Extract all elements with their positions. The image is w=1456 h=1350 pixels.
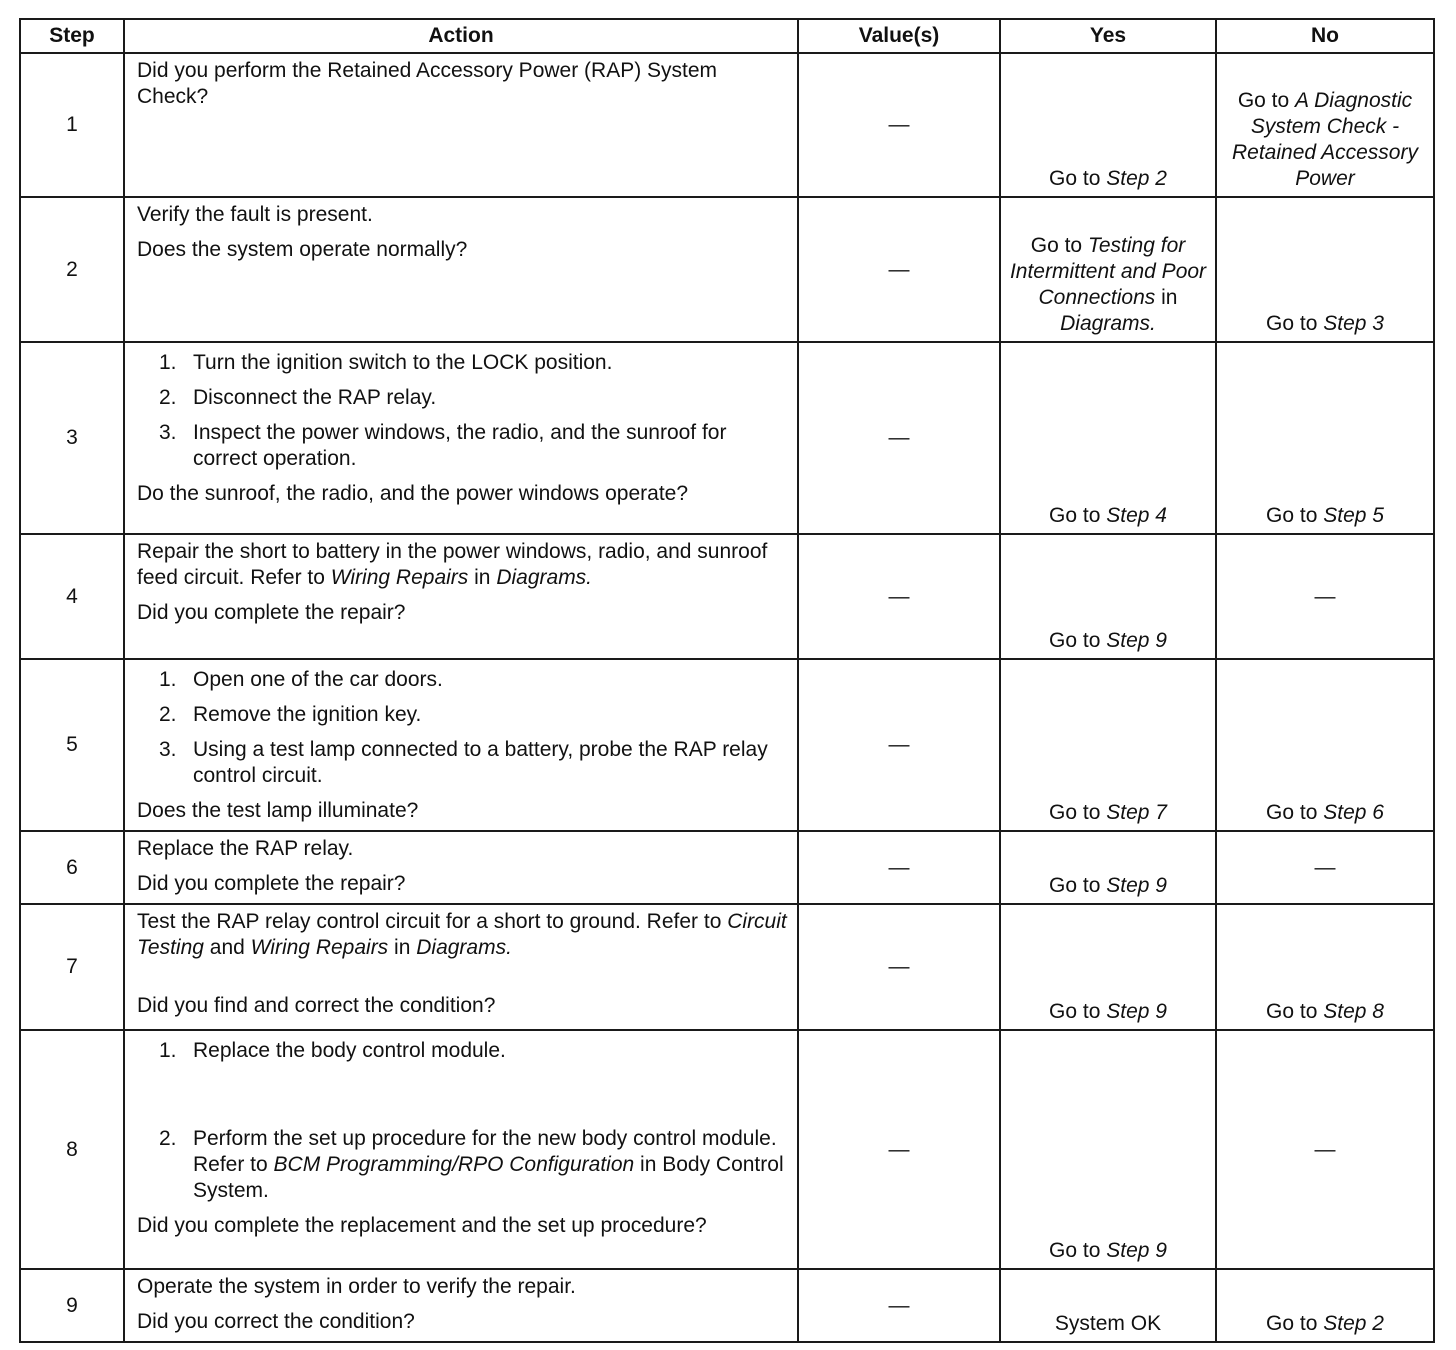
action-list <box>137 667 789 789</box>
step-link[interactable]: Step 2 <box>1323 1312 1384 1335</box>
list-item: 1. Turn the ignition switch to the LOCK position. <box>159 351 613 374</box>
goto-text: Go to <box>1049 1239 1101 1262</box>
step-link[interactable]: Step 7 <box>1106 801 1167 824</box>
table-row <box>20 831 1434 904</box>
action-cell <box>124 831 798 904</box>
yes-cell <box>1000 534 1216 659</box>
action-question: Does the test lamp illuminate? <box>137 799 419 822</box>
yes-cell <box>1000 831 1216 904</box>
action-text: Operate the system in order to verify the repair. <box>137 1275 576 1298</box>
table-row <box>20 904 1434 1030</box>
no-cell <box>1216 53 1434 197</box>
action-cell <box>124 659 798 831</box>
testing-link[interactable]: Testing for Intermittent and Poor Connections <box>1009 234 1207 309</box>
yes-cell <box>1000 53 1216 197</box>
action-question: Did you correct the condition? <box>137 1310 415 1333</box>
yes-cell <box>1000 197 1216 342</box>
value-cell: — <box>798 1030 1000 1269</box>
action-question: Does the system operate normally? <box>137 238 468 261</box>
list-item: 2. Remove the ignition key. <box>159 703 422 726</box>
step-number: 9 <box>20 1269 124 1342</box>
list-item: 2. Disconnect the RAP relay. <box>159 386 437 409</box>
action-text: Replace the RAP relay. <box>137 837 354 860</box>
list-item: 1. Open one of the car doors. <box>159 668 443 691</box>
value-cell: — <box>798 53 1000 197</box>
yes-cell <box>1000 342 1216 534</box>
step-link[interactable]: Step 9 <box>1106 1239 1167 1262</box>
table-row <box>20 197 1434 342</box>
step-number: 2 <box>20 197 124 342</box>
list-item: 2. Perform the set up procedure for the new body control module. Refer to BCM Programming/RPO Configuration in Body Control System. <box>159 1127 784 1202</box>
goto-text: Go to <box>1266 312 1318 335</box>
action-cell <box>124 534 798 659</box>
wiring-repairs-link[interactable]: Wiring Repairs <box>250 936 389 959</box>
table-row <box>20 1030 1434 1269</box>
yes-cell <box>1000 659 1216 831</box>
goto-text: Go to <box>1266 1000 1318 1023</box>
list-item: 1. Replace the body control module. <box>159 1039 506 1062</box>
value-cell: — <box>798 831 1000 904</box>
goto-text: Go to <box>1049 1000 1101 1023</box>
step-link[interactable]: Step 6 <box>1323 801 1384 824</box>
bcm-programming-link[interactable]: BCM Programming/RPO Configuration <box>273 1153 635 1176</box>
goto-text: Go to <box>1266 801 1318 824</box>
no-cell <box>1216 342 1434 534</box>
diagrams-link[interactable]: Diagrams. <box>416 936 512 959</box>
step-number: 1 <box>20 53 124 197</box>
table-row <box>20 534 1434 659</box>
table-row <box>20 659 1434 831</box>
value-cell: — <box>798 1269 1000 1342</box>
no-cell: — <box>1216 534 1434 659</box>
action-text: Repair the short to battery in the power windows, radio, and sunroof feed circuit. Refer to Wiring Repairs in Diagrams. <box>137 540 768 589</box>
action-cell <box>124 1269 798 1342</box>
in-text: in <box>1161 286 1178 309</box>
goto-text: Go to <box>1266 1312 1318 1335</box>
value-cell: — <box>798 904 1000 1030</box>
circuit-testing-link[interactable]: Circuit Testing <box>137 910 787 959</box>
header-row <box>20 19 1434 53</box>
diagnostic-table <box>19 18 1435 1343</box>
header-values: Value(s) <box>798 19 1000 53</box>
list-item: 3. Inspect the power windows, the radio, and the sunroof for correct operation. <box>159 421 727 470</box>
action-question: Did you complete the repair? <box>137 872 406 895</box>
header-step: Step <box>20 19 124 53</box>
table-row <box>20 1269 1434 1342</box>
goto-text: Go to <box>1237 89 1290 112</box>
action-question: Did you complete the replacement and the set up procedure? <box>137 1214 707 1237</box>
table-row <box>20 342 1434 534</box>
diagrams-link[interactable]: Diagrams. <box>496 566 593 589</box>
wiring-repairs-link[interactable]: Wiring Repairs <box>330 566 469 589</box>
value-cell: — <box>798 342 1000 534</box>
action-question: Do the sunroof, the radio, and the power windows operate? <box>137 482 689 505</box>
goto-text: Go to <box>1049 801 1101 824</box>
no-cell: — <box>1216 1030 1434 1269</box>
step-link[interactable]: Step 5 <box>1323 504 1384 527</box>
yes-cell <box>1000 1030 1216 1269</box>
action-cell <box>124 904 798 1030</box>
action-list <box>137 350 789 472</box>
table-row <box>20 53 1434 197</box>
no-cell <box>1216 197 1434 342</box>
no-cell: — <box>1216 831 1434 904</box>
step-link[interactable]: Step 9 <box>1106 629 1167 652</box>
header-action: Action <box>124 19 798 53</box>
step-link[interactable]: Step 8 <box>1323 1000 1384 1023</box>
step-number: 3 <box>20 342 124 534</box>
goto-text: Go to <box>1030 234 1083 257</box>
action-question: Did you find and correct the condition? <box>137 994 496 1017</box>
step-number: 4 <box>20 534 124 659</box>
action-cell <box>124 53 798 197</box>
step-number: 5 <box>20 659 124 831</box>
no-cell <box>1216 904 1434 1030</box>
step-number: 8 <box>20 1030 124 1269</box>
step-link[interactable]: Step 9 <box>1106 1000 1167 1023</box>
action-cell <box>124 197 798 342</box>
yes-cell: System OK <box>1000 1269 1216 1342</box>
goto-text: Go to <box>1049 629 1101 652</box>
step-number: 7 <box>20 904 124 1030</box>
action-question: Did you complete the repair? <box>137 601 406 624</box>
action-list <box>137 1038 789 1204</box>
value-cell: — <box>798 659 1000 831</box>
step-number: 6 <box>20 831 124 904</box>
action-question: Did you perform the Retained Accessory Power (RAP) System Check? <box>137 59 718 108</box>
action-cell <box>124 342 798 534</box>
goto-text: Go to <box>1049 874 1101 897</box>
no-cell <box>1216 1269 1434 1342</box>
value-cell: — <box>798 197 1000 342</box>
step-link[interactable]: Step 4 <box>1106 504 1167 527</box>
list-item: 3. Using a test lamp connected to a battery, probe the RAP relay control circuit. <box>159 738 768 787</box>
goto-text: Go to <box>1266 504 1318 527</box>
diagrams-link[interactable]: Diagrams. <box>1060 312 1156 335</box>
no-cell <box>1216 659 1434 831</box>
header-no: No <box>1216 19 1434 53</box>
action-text: Test the RAP relay control circuit for a short to ground. Refer to Circuit Testing and Wiring Repairs in Diagrams. <box>137 910 787 959</box>
goto-text: Go to <box>1049 167 1101 190</box>
step-link[interactable]: Step 2 <box>1106 167 1167 190</box>
step-link[interactable]: Step 3 <box>1323 312 1384 335</box>
goto-text: Go to <box>1049 504 1101 527</box>
diagnostic-check-link[interactable]: A Diagnostic System Check - Retained Accessory Power <box>1232 89 1418 190</box>
step-link[interactable]: Step 9 <box>1106 874 1167 897</box>
action-text: Verify the fault is present. <box>137 203 373 226</box>
action-cell <box>124 1030 798 1269</box>
yes-cell <box>1000 904 1216 1030</box>
header-yes: Yes <box>1000 19 1216 53</box>
value-cell: — <box>798 534 1000 659</box>
